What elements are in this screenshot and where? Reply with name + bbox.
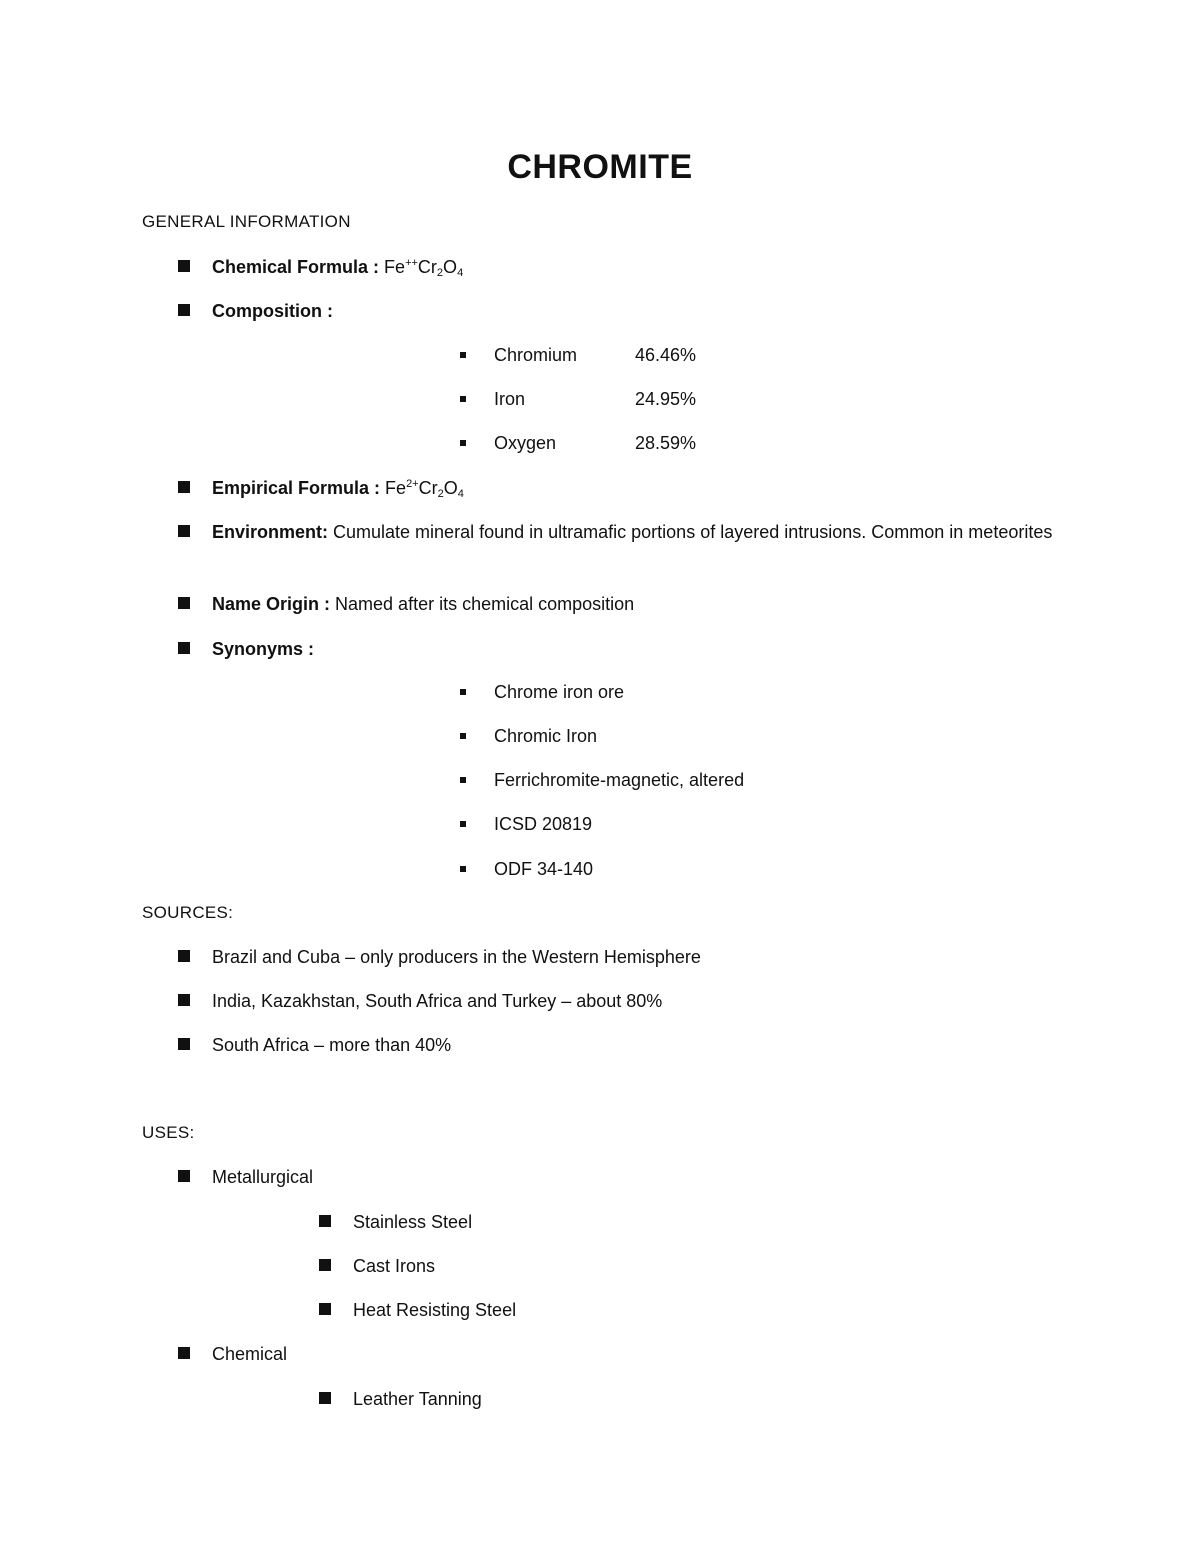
bullet-small-square [460, 821, 466, 827]
source-item: India, Kazakhstan, South Africa and Turkey – about 80% [212, 991, 663, 1011]
bullet-square [178, 260, 190, 272]
bullet-small-square [460, 396, 466, 402]
formula-sub-2: 2 [437, 488, 444, 500]
composition-value: 46.46% [635, 345, 697, 365]
formula-fe: Fe [379, 257, 406, 277]
uses-sub-item: Leather Tanning [353, 1389, 482, 1409]
bullet-small-square [460, 689, 466, 695]
environment-label: Environment: [212, 522, 329, 542]
uses-sub-item: Heat Resisting Steel [353, 1300, 517, 1320]
name-origin-text: Named after its chemical composition [330, 594, 635, 614]
synonyms-label: Synonyms : [212, 639, 315, 659]
bullet-square [178, 1038, 190, 1050]
uses-chemical: Chemical [212, 1344, 288, 1364]
bullet-square [178, 597, 190, 609]
formula-o: O [443, 257, 458, 277]
bullet-square [178, 481, 190, 493]
formula-cr: Cr [417, 257, 437, 277]
source-item: Brazil and Cuba – only producers in the Western Hemisphere [212, 947, 701, 967]
synonym-item: ODF 34-140 [494, 859, 594, 879]
bullet-square [178, 1347, 190, 1359]
bullet-square [178, 950, 190, 962]
composition-value: 28.59% [635, 433, 697, 453]
bullet-small-square [460, 733, 466, 739]
bullet-small-square [460, 866, 466, 872]
bullet-square [178, 642, 190, 654]
synonym-item: Ferrichromite-magnetic, altered [494, 770, 745, 790]
bullet-square [319, 1392, 331, 1404]
synonym-item: Chrome iron ore [494, 682, 625, 702]
uses-metallurgical: Metallurgical [212, 1167, 314, 1187]
bullet-small-square [460, 440, 466, 446]
bullet-small-square [460, 777, 466, 783]
environment-line [212, 518, 1062, 546]
bullet-square [178, 1170, 190, 1182]
bullet-square [319, 1259, 331, 1271]
formula-cr: Cr [418, 478, 438, 498]
empirical-formula-line [212, 477, 464, 499]
page-title: CHROMITE [507, 148, 693, 186]
sources-heading: SOURCES: [142, 903, 234, 922]
formula-sub-4: 4 [457, 267, 464, 279]
composition-label: Composition : [212, 301, 333, 321]
environment-text: Cumulate mineral found in ultramafic portions of layered intrusions. Common in meteorites [328, 522, 1053, 542]
bullet-square [178, 994, 190, 1006]
composition-element: Iron [494, 389, 526, 409]
formula-charge: 2+ [406, 478, 419, 490]
bullet-square [178, 304, 190, 316]
uses-sub-item: Cast Irons [353, 1256, 436, 1276]
empirical-formula-label: Empirical Formula : [212, 478, 381, 498]
chemical-formula-label: Chemical Formula : [212, 257, 380, 277]
formula-o: O [443, 478, 458, 498]
name-origin-line [212, 593, 634, 615]
formula-charge: ++ [405, 257, 418, 269]
composition-value: 24.95% [635, 389, 697, 409]
composition-element: Chromium [494, 345, 578, 365]
synonym-item: ICSD 20819 [494, 814, 593, 834]
synonym-item: Chromic Iron [494, 726, 598, 746]
chemical-formula-line [212, 256, 463, 278]
uses-sub-item: Stainless Steel [353, 1212, 473, 1232]
source-item: South Africa – more than 40% [212, 1035, 452, 1055]
bullet-square [178, 525, 190, 537]
bullet-square [319, 1215, 331, 1227]
formula-sub-2: 2 [436, 267, 444, 279]
name-origin-label: Name Origin : [212, 594, 331, 614]
bullet-square [319, 1303, 331, 1315]
bullet-small-square [460, 352, 466, 358]
formula-sub-4: 4 [457, 488, 464, 500]
composition-element: Oxygen [494, 433, 557, 453]
general-information-heading: GENERAL INFORMATION [142, 212, 351, 231]
uses-heading: USES: [142, 1123, 195, 1142]
formula-fe: Fe [380, 478, 407, 498]
